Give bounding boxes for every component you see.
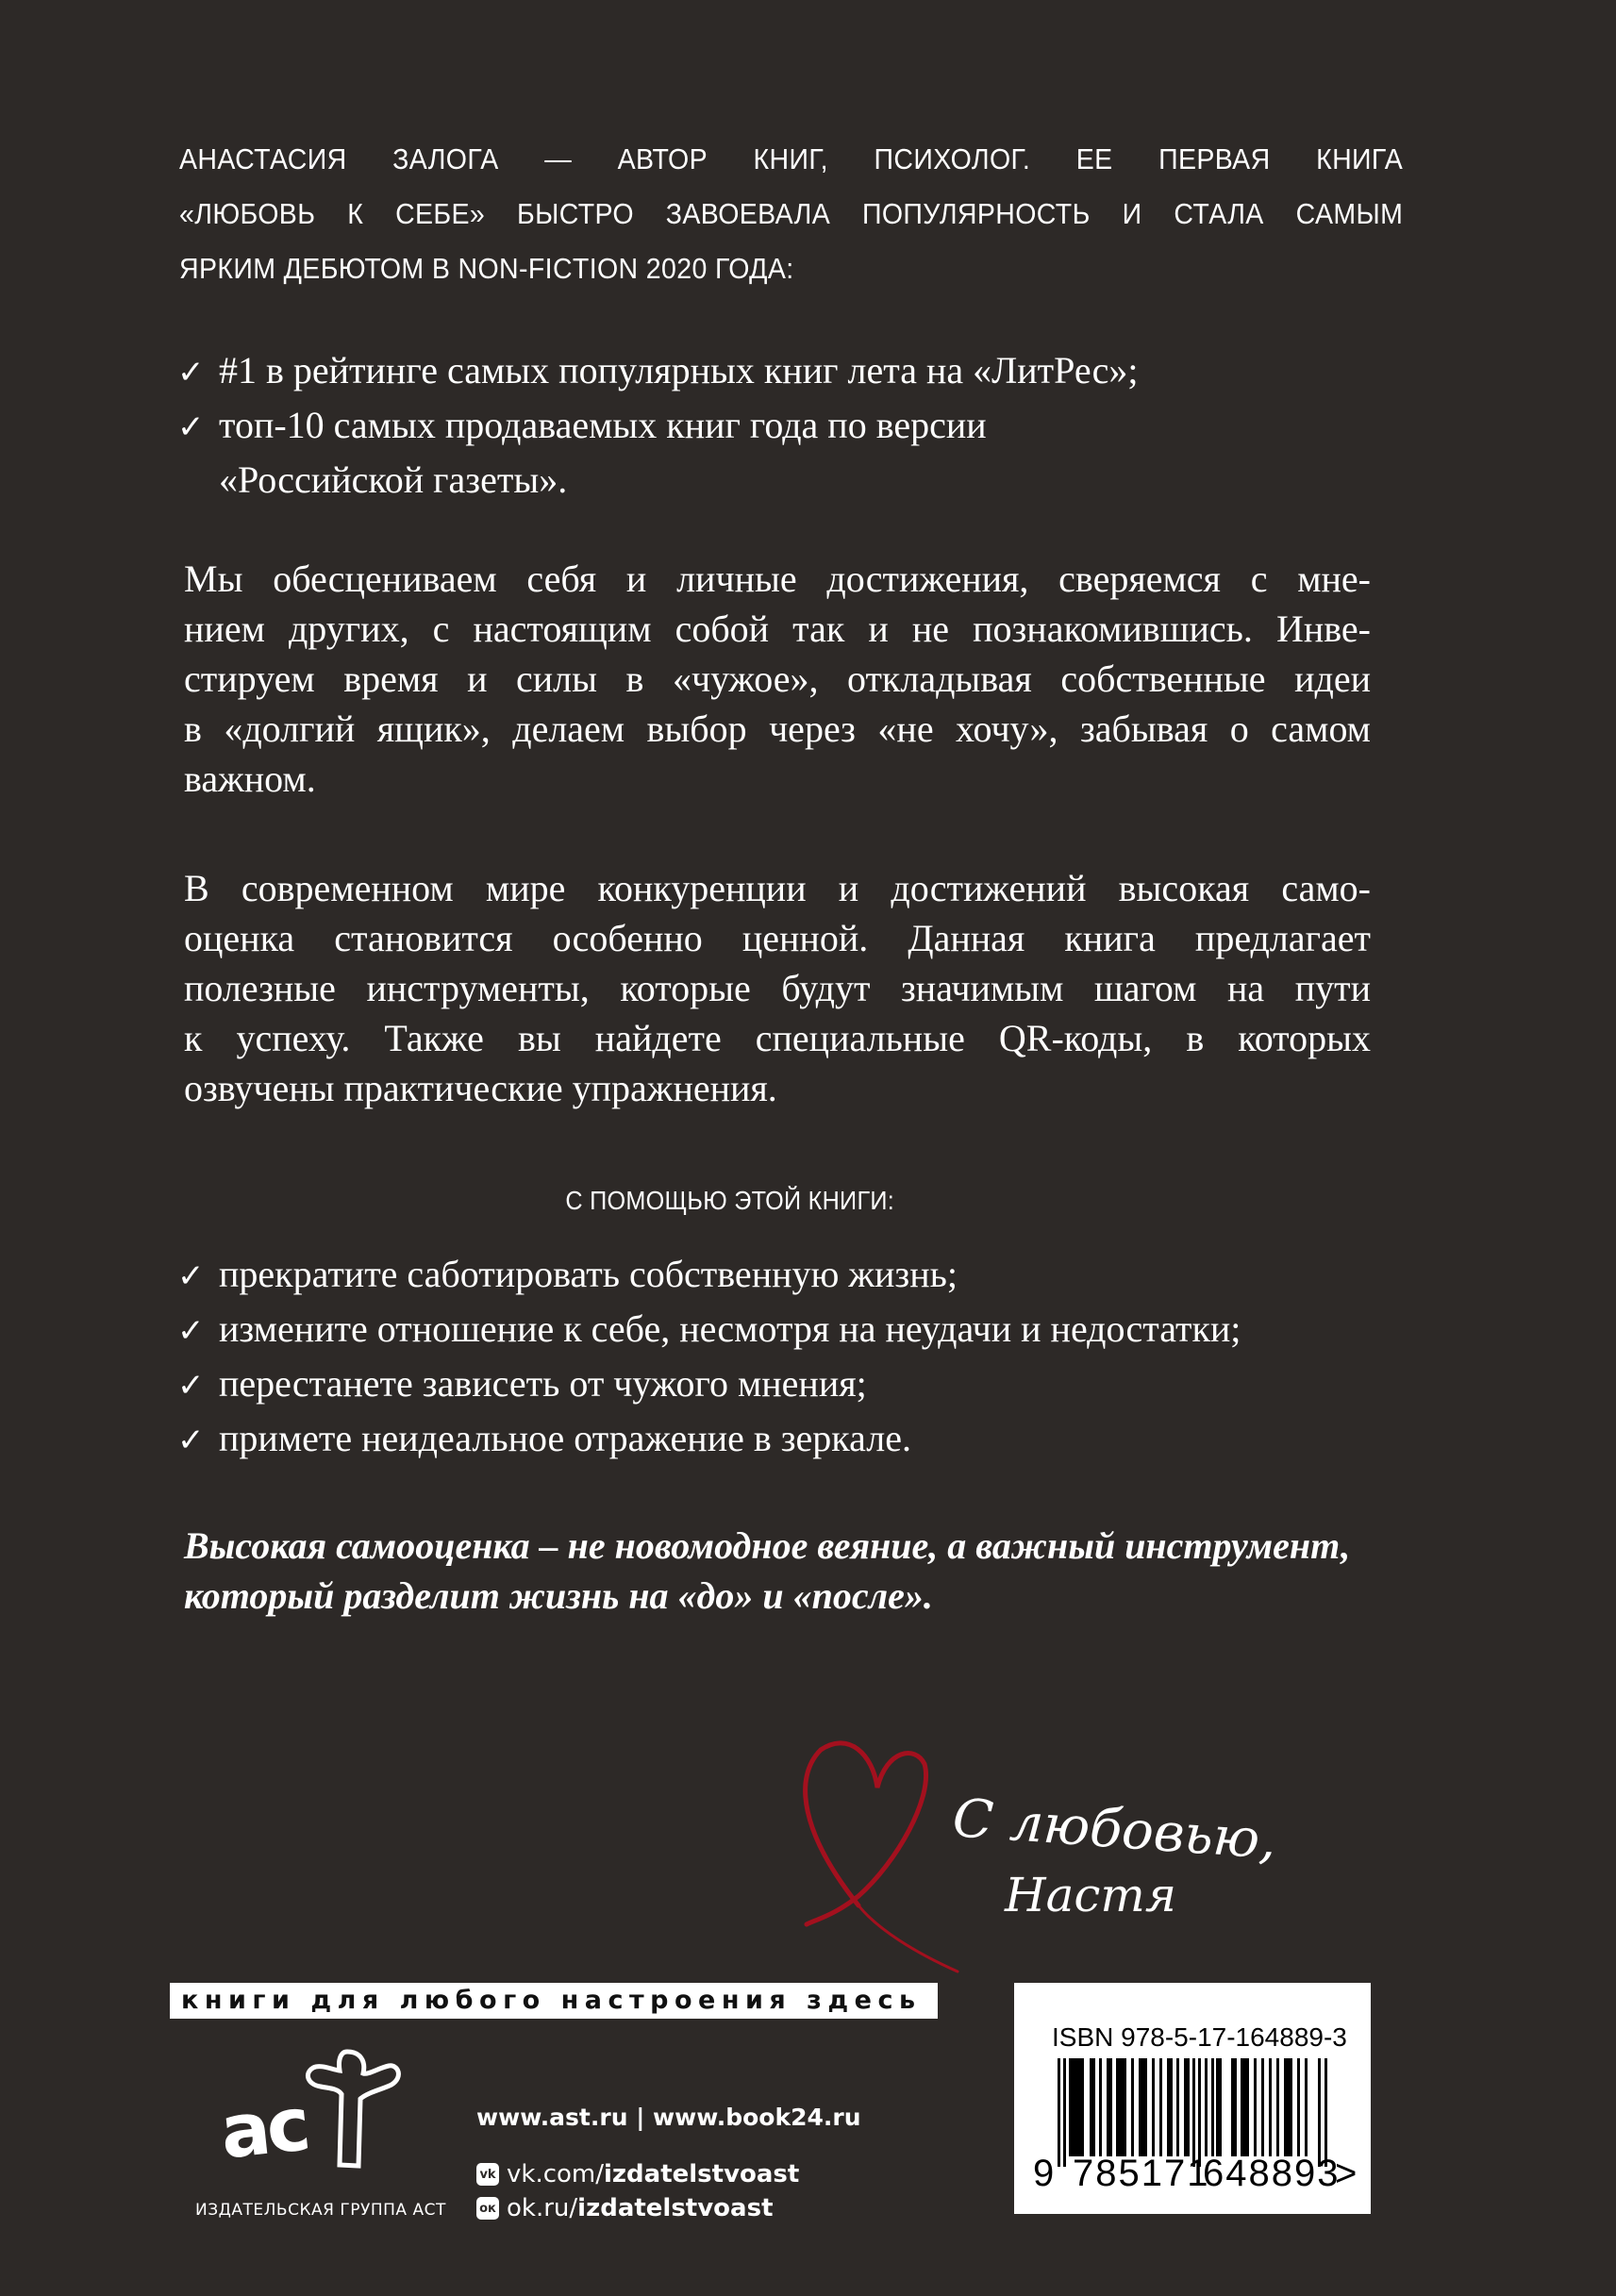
benefit-item (177, 1302, 1241, 1356)
benefit-text: примете неидеальное отражение в зеркале. (219, 1417, 911, 1459)
ok-icon: ок (476, 2197, 499, 2220)
paragraph-line: В современном мире конкуренции и достижений высокая само- (184, 867, 1371, 909)
social-link-ok[interactable] (476, 2191, 861, 2225)
benefit-item (177, 1247, 1241, 1302)
social-link-vk[interactable] (476, 2157, 861, 2191)
paragraph-line: оценка становится особенно ценной. Данная книга предлагает (184, 917, 1371, 959)
achievement-item (177, 398, 1138, 453)
paragraph-line: полезные инструменты, которые будут значимым шагом на пути (184, 967, 1371, 1009)
quote-line: Высокая самооценка – не новомодное веяние, а важный инструмент, (184, 1524, 1351, 1567)
author-intro (179, 132, 1403, 296)
check-icon: ✓ (177, 1257, 205, 1295)
closing-quote (184, 1521, 1350, 1621)
check-icon: ✓ (177, 354, 205, 391)
barcode-arrow: > (1335, 2153, 1359, 2194)
paragraph-line: к успеху. Также вы найдете специальные QR-коды, в которых (184, 1017, 1371, 1059)
paragraph-line: Мы обесцениваем себя и личные достижения, сверяемся с мне- (184, 557, 1371, 600)
paragraph-line: стируем время и силы в «чужое», откладывая собственные идеи (184, 657, 1371, 700)
social-handle: izdatelstvoast (577, 2194, 774, 2222)
isbn-label: ISBN 978-5-17-164889-3 (1052, 2022, 1347, 2052)
tagline-banner: книги для любого настроения здесь (170, 1983, 938, 2019)
benefits-heading: С ПОМОЩЬЮ ЭТОЙ КНИГИ: (565, 1186, 895, 1215)
barcode-icon (1058, 2058, 1331, 2167)
achievement-text: топ-10 самых продаваемых книг года по версии (219, 404, 987, 446)
description-paragraph-1 (184, 554, 1371, 804)
paragraph-line: озвучены практические упражнения. (184, 1067, 777, 1109)
quote-line: который разделит жизнь на «до» и «после». (184, 1574, 933, 1617)
benefit-item (177, 1411, 1241, 1466)
check-icon: ✓ (177, 1422, 205, 1459)
paragraph-line: нием других, с настоящим собой так и не познакомившись. Инве- (184, 607, 1371, 650)
check-icon: ✓ (177, 1312, 205, 1350)
benefit-text: прекратите саботировать собственную жизнь; (219, 1253, 958, 1295)
paragraph-line: важном. (184, 757, 316, 800)
benefit-item (177, 1356, 1241, 1411)
heart-icon (792, 1731, 981, 1986)
vk-icon: vk (476, 2163, 499, 2186)
publisher-logo (217, 2047, 425, 2179)
publisher-logo-text: ас (216, 2082, 311, 2176)
achievement-item (177, 343, 1138, 398)
website-links[interactable]: www.ast.ru | www.book24.ru (476, 2104, 861, 2131)
publisher-name: ИЗДАТЕЛЬСКАЯ ГРУППА АСТ (195, 2201, 446, 2220)
paragraph-line: в «долгий ящик», делаем выбор через «не хочу», забывая о самом (184, 707, 1371, 750)
intro-line: «ЛЮБОВЬ К СЕБЕ» БЫСТРО ЗАВОЕВАЛА ПОПУЛЯРНОСТЬ И СТАЛА САМЫМ (179, 197, 1404, 230)
links-block (476, 2099, 861, 2225)
benefit-text: измените отношение к себе, несмотря на неудачи и недостатки; (219, 1307, 1241, 1350)
intro-line: АНАСТАСИЯ ЗАЛОГА — АВТОР КНИГ, ПСИХОЛОГ. ЕЕ ПЕРВАЯ КНИГА (179, 142, 1404, 175)
signature-line-1: С любовью, (950, 1788, 1279, 1872)
check-icon: ✓ (177, 408, 205, 446)
achievement-text: #1 в рейтинге самых популярных книг лета на «ЛитРес»; (219, 349, 1139, 391)
isbn-barcode-box (1014, 1983, 1371, 2214)
barcode-digits-left: 785171 (1073, 2153, 1210, 2194)
achievements-list (177, 343, 1138, 507)
social-prefix: vk.com/ (507, 2160, 604, 2188)
barcode-digits-right: 648893 (1203, 2153, 1341, 2194)
signature-line-2: Настя (1005, 1868, 1176, 1922)
benefit-text: перестанете зависеть от чужого мнения; (219, 1362, 867, 1405)
benefits-list (177, 1247, 1241, 1466)
check-icon: ✓ (177, 1367, 205, 1405)
description-paragraph-2 (184, 863, 1371, 1113)
barcode-digit-first: 9 (1033, 2153, 1057, 2194)
social-handle: izdatelstvoast (604, 2160, 800, 2188)
social-prefix: ok.ru/ (507, 2194, 578, 2222)
achievement-continuation: «Российской газеты». (219, 458, 568, 501)
intro-line: ЯРКИМ ДЕБЮТОМ В NON-FICTION 2020 ГОДА: (179, 252, 794, 285)
